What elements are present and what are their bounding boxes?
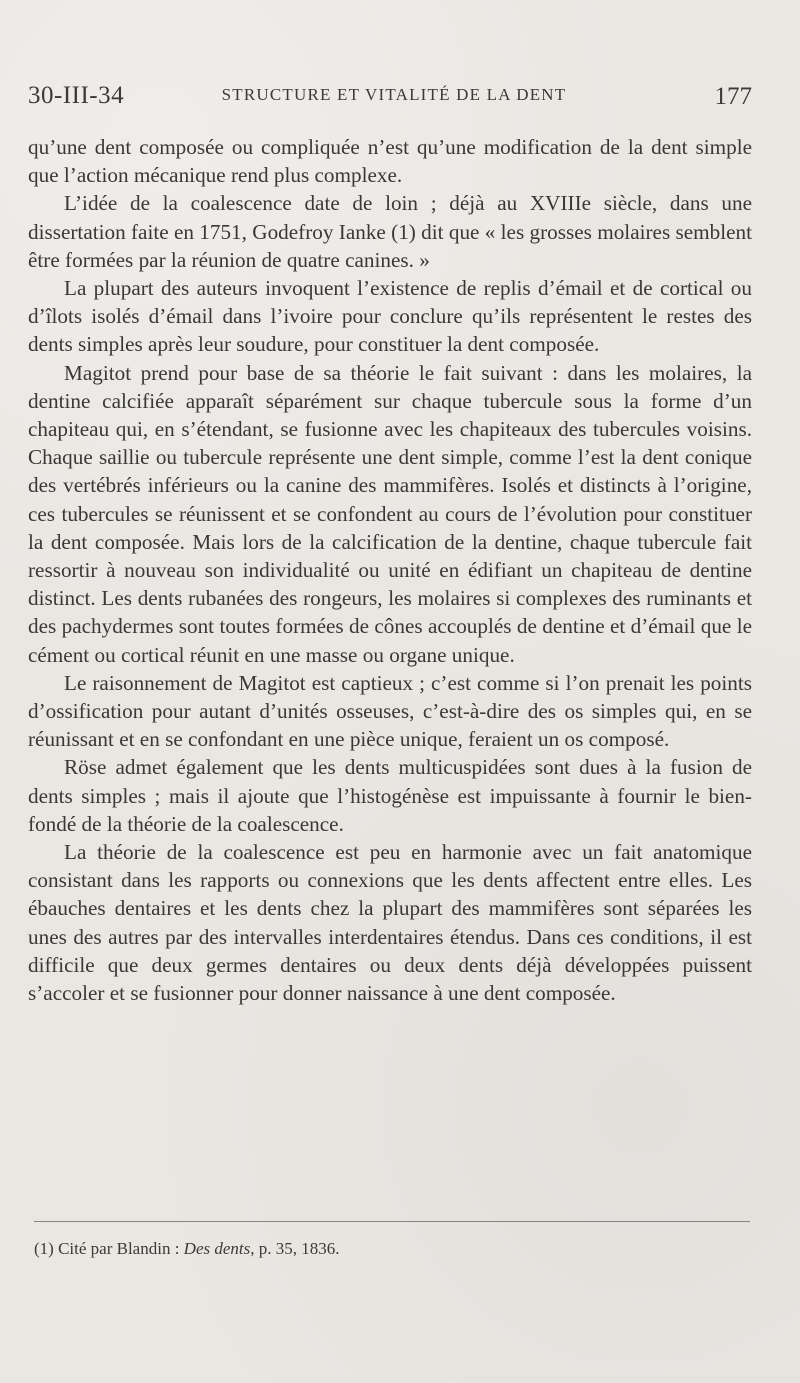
main-text — [28, 133, 752, 1007]
footnote-source-title: Des dents — [183, 1239, 251, 1258]
paragraph-7: La théorie de la coalescence est peu en harmonie avec un fait anatomique consistant dans les rapports ou connexions que les dents affectent entre elles. Les ébauches dentaires et les dents chez la plupart des mammifères sont séparées les unes des autres par des intervalles interdentaires étendus. Dans ces conditions, il est difficile que deux germes dentaires ou deux dents déjà développées puissent s’accoler et se fusionner pour donner naissance à une dent composée. — [28, 840, 752, 1006]
footnote-prefix: (1) Cité par Blandin : — [34, 1239, 184, 1258]
paragraph-4: Magitot prend pour base de sa théorie le fait suivant : dans les molaires, la dentine calcifiée apparaît séparément sur chaque tubercule sous la forme d’un chapiteau qui, en s’étendant, se fusionne avec les chapiteaux des tubercules voisins. Chaque saillie ou tubercule représente une dent simple, comme l’est la dent conique des vertébrés inférieurs ou la canine des mammifères. Isolés et distincts à l’origine, ces tubercules se réunissent et se confondent au cours de l’évolution pour constituer la dent composée. Mais lors de la calcification de la dentine, chaque tubercule fait ressortir à nouveau son individualité ou unité en édifiant un chapiteau de dentine distinct. Les dents rubanées des rongeurs, les molaires si complexes des ruminants et des pachydermes sont toutes formées de cônes accouplés de dentine et d’émail que le cément ou cortical réunit en une masse ou organe unique. — [28, 360, 752, 667]
paragraph-3: La plupart des auteurs invoquent l’existence de replis d’émail et de cortical ou d’îlots isolés d’émail dans l’ivoire pour conclure qu’ils représentent le restes des dents simples après leur soudure, pour constituer la dent composée. — [28, 276, 752, 357]
page-reference: 30-III-34 — [28, 82, 125, 109]
footnote-divider — [34, 1221, 750, 1222]
footnote-suffix: , p. 35, 1836. — [250, 1239, 340, 1258]
footnote — [34, 1237, 750, 1261]
paragraph-2: L’idée de la coalescence date de loin ; déjà au XVIIIe siècle, dans une dissertation faite en 1751, Godefroy Ianke (1) dit que « les grosses molaires semblent être formées par la réunion de quatre canines. » — [28, 191, 752, 272]
running-title: STRUCTURE ET VITALITÉ DE LA DENT — [221, 85, 567, 104]
running-head — [28, 82, 752, 116]
page-number: 177 — [714, 83, 752, 110]
paragraph-1: qu’une dent composée ou compliquée n’est qu’une modification de la dent simple que l’action mécanique rend plus complexe. — [28, 135, 752, 188]
paragraph-5: Le raisonnement de Magitot est captieux ; c’est comme si l’on prenait les points d’ossification pour autant d’unités osseuses, c’est-à-dire des os simples qui, en se réunissant et en se confondant en une pièce unique, feraient un os composé. — [28, 670, 752, 752]
paragraph-6: Röse admet également que les dents multicuspidées sont dues à la fusion de dents simples ; mais il ajoute que l’histogénèse est impuissante à fournir le bien-fondé de la théorie de la coalescence. — [28, 755, 752, 836]
